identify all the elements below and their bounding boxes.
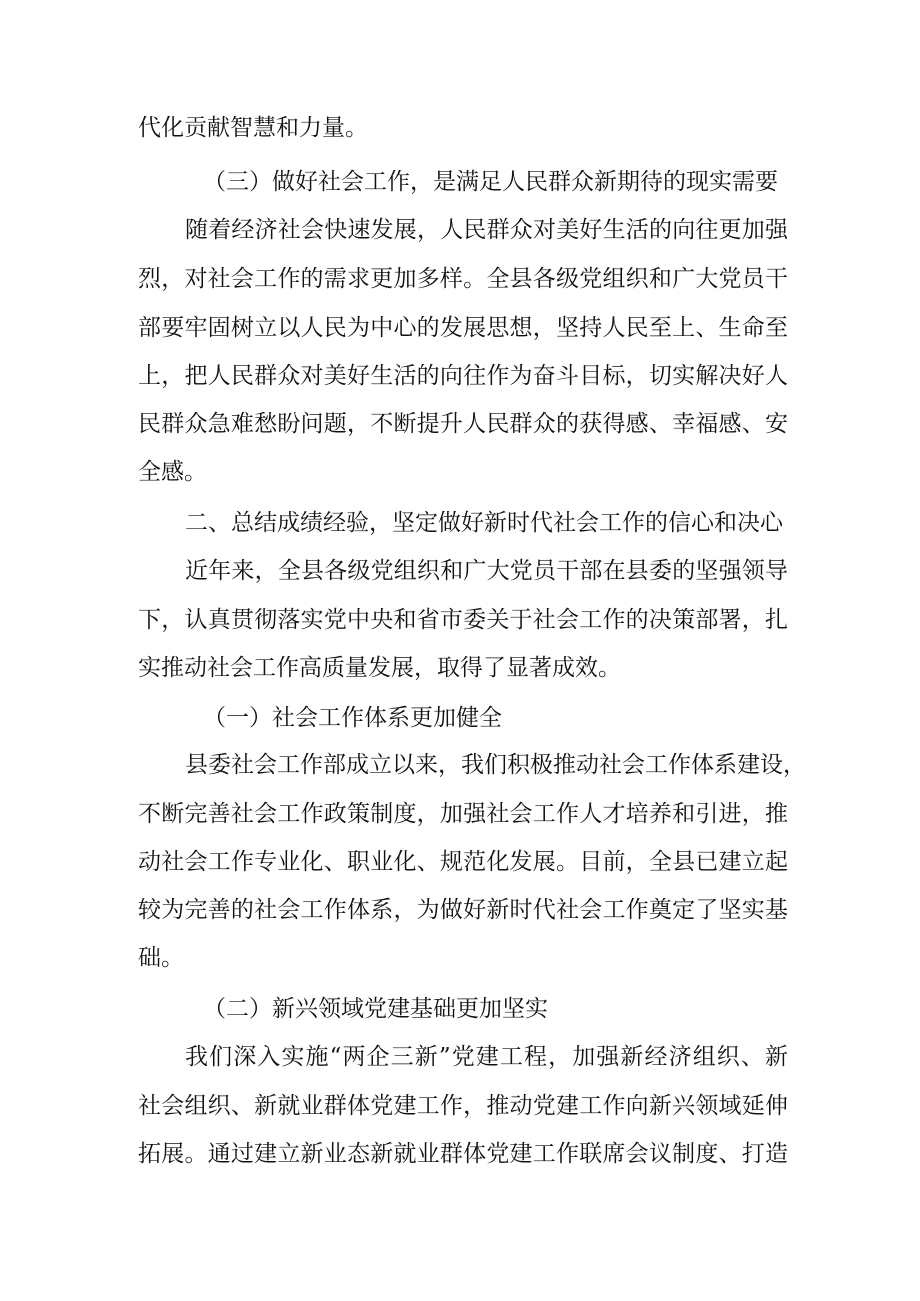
section-heading: （三）做好社会工作，是满足人民群众新期待的现实需要 (203, 169, 778, 195)
paragraph-line: 烈，对社会工作的需求更加多样。全县各级党组织和广大党员干 (138, 266, 788, 292)
paragraph-line: 随着经济社会快速发展，人民群众对美好生活的向往更加强 (185, 217, 788, 243)
paragraph-line: 民群众急难愁盼问题，不断提升人民群众的获得感、幸福感、安 (138, 411, 788, 437)
section-heading: 二、总结成绩经验，坚定做好新时代社会工作的信心和决心 (185, 510, 783, 536)
paragraph-line: 较为完善的社会工作体系，为做好新时代社会工作奠定了坚实基 (138, 897, 788, 923)
paragraph-line: 社会组织、新就业群体党建工作，推动党建工作向新兴领域延伸 (138, 1093, 788, 1119)
paragraph-line: 实推动社会工作高质量发展，取得了显著成效。 (138, 655, 621, 681)
paragraph-line: 础。 (138, 945, 184, 971)
section-heading: （一）社会工作体系更加健全 (203, 705, 502, 731)
paragraph-line: 县委社会工作部成立以来，我们积极推动社会工作体系建设， (185, 752, 806, 778)
paragraph-line: 下，认真贯彻落实党中央和省市委关于社会工作的决策部署，扎 (138, 607, 788, 633)
paragraph-line: 上，把人民群众对美好生活的向往作为奋斗目标，切实解决好人 (138, 363, 788, 389)
paragraph-line: 动社会工作专业化、职业化、规范化发展。目前，全县已建立起 (138, 849, 788, 875)
paragraph-line: 我们深入实施“两企三新”党建工程，加强新经济组织、新 (185, 1044, 788, 1070)
paragraph-line: 近年来，全县各级党组织和广大党员干部在县委的坚强领导 (185, 558, 788, 584)
paragraph-line: 拓展。通过建立新业态新就业群体党建工作联席会议制度、打造 (138, 1141, 788, 1167)
paragraph-line: 不断完善社会工作政策制度，加强社会工作人才培养和引进，推 (138, 801, 788, 827)
paragraph-line: 全感。 (138, 459, 207, 485)
section-heading: （二）新兴领域党建基础更加坚实 (203, 996, 548, 1022)
paragraph-line: 代化贡献智慧和力量。 (138, 115, 368, 141)
paragraph-line: 部要牢固树立以人民为中心的发展思想，坚持人民至上、生命至 (138, 315, 788, 341)
